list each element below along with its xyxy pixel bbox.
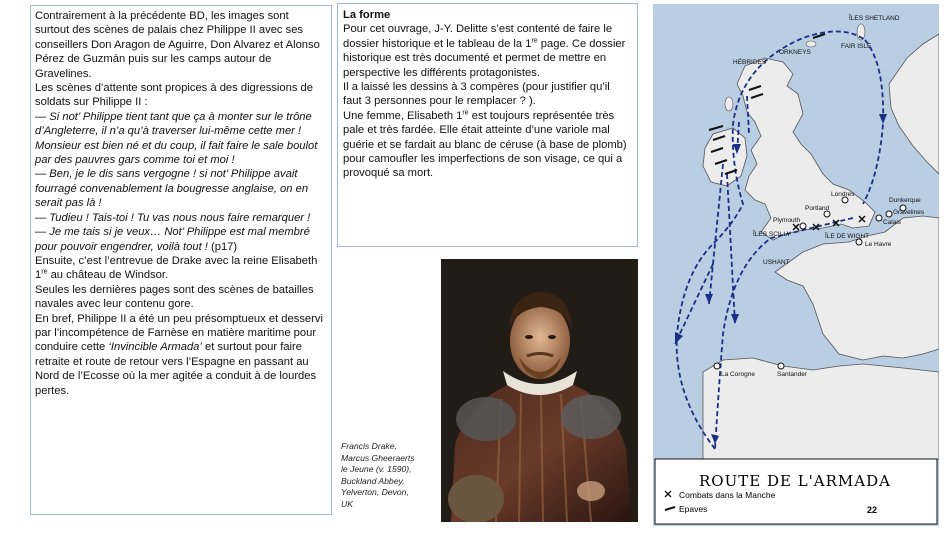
left-paragraph-4: Seules les dernières pages sont des scènes de batailles navales avec leur contenu gore. [35,283,314,311]
label-corogne: La Corogne [721,371,755,378]
mid-paragraph-3-end: est toujours représentée très pale et très fardée. Elle était atteinte d’une variole mal guérie et se fardait au blanc de céruse (à base de plomb) pour camoufler les imperfections de son visage, ce qui a provoqué sa mort. [343,109,627,180]
soldier-quote-3: — Tudieu ! Tais-toi ! Tu vas nous nous faire remarquer ! [35,211,311,224]
caption-line: Buckland Abbey, [341,475,405,486]
left-paragraph-3 [35,254,325,283]
label-santander: Santander [777,371,807,378]
legend-combat-label: Combats dans la Manche [679,490,776,500]
left-paragraph-3-text: Ensuite, c’est l’entrevue de Drake avec la reine Elisabeth 1 [35,254,318,282]
superscript: re [41,268,48,276]
left-paragraph-5-text: En bref, Philippe II a été un peu présomptueux et desservi par l’incompétence de Farnèse en matière maritime pour conduire cette [35,312,323,354]
left-paragraph-1: Contrairement à la précédente BD, les images sont surtout des scènes de palais chez Philippe II avec ses conseillers Don Aragon de Aguirre, Don Alvarez et Alonso Pérez de Guzmán puis sur les camps autour de Gravelines. [35,10,320,80]
page-reference: (p17) [207,240,238,253]
label-le-havre: Le Havre [865,241,892,248]
label-orkneys: ORKNEYS [779,49,811,56]
label-calais: Calais [883,219,902,226]
label-gravelines: Gravelines [893,209,925,216]
caption-line: Yelverton, Devon, [341,487,409,498]
mid-paragraph-1-text: Pour cet ouvrage, J-Y. Delitte s’est contenté de faire le dossier historique et le tableau de la 1 [343,23,613,50]
left-text-box [30,5,332,515]
caption-line: Francis Drake, [341,441,397,451]
superscript: re [462,109,469,117]
armada-name: ‘Invincible Armada’ [108,341,202,354]
left-paragraph-2: Les scènes d’attente sont propices à des digressions de soldats sur Philippe II : [35,82,313,109]
label-dunkerque: Dunkerque [889,197,921,204]
label-fair-isle: FAIR ISLE [841,43,872,50]
mid-paragraph-3-text: Une femme, Elisabeth 1 [343,109,463,122]
label-ushant: USHANT [763,259,790,266]
caption-line: le Jeune (v. 1590), [341,464,412,475]
label-plymouth: Plymouth [773,217,801,224]
section-heading: La forme [343,9,391,21]
map-title: ROUTE DE L'ARMADA [699,472,891,490]
left-paragraph-3-end: au château de Windsor. [47,269,169,282]
left-paragraph-5-end: et surtout pour faire retraite et route de retour vers l’Espagne en passant au Nord de l’Ecosse où la mer agitée a conduit à de lourdes pertes. [35,341,317,397]
soldier-quote-1: — Si not’ Philippe tient tant que ça à monter sur le trône d’Angleterre, il n’a qu’à traverser lui-même cette mer ! Monsieur est bien né et du coup, il fait faire le sale boulot par des pauvres gars comme toi et moi ! [35,110,318,167]
label-wight: ÎLE DE WIGHT [825,233,870,240]
soldier-quote-2: — Ben, je le dis sans vergogne ! si not’ Philippe avait fourragé convenablement la bougresse anglaise, on en serait pas là ! [35,168,309,210]
label-portland: Portland [805,205,830,212]
mid-paragraph-1 [343,22,631,80]
soldier-quote-4: — Je me tais si je veux… Not’ Philippe est mal membré pour pouvoir engendrer, voilà tout ! [35,226,310,253]
armada-route-map [653,4,939,526]
page-number: 22 [867,505,878,515]
label-hebrides: HÉBRIDES [733,59,767,66]
middle-text-box [337,3,638,247]
soldier-quote-4-paragraph [35,225,325,254]
portrait-caption [341,441,437,511]
caption-line: Marcus Gheeraerts [341,452,415,463]
label-londres: Londres [831,191,855,198]
superscript: re [531,37,538,45]
left-paragraph-5 [35,312,325,398]
caption-line: UK [341,498,353,509]
mid-paragraph-1-end: page. Ce dossier historique est très documenté et permet de mettre en perspective les différents protagonistes. [343,37,626,79]
legend-wreck-label: Epaves [679,504,708,514]
label-scilly: ÎLES SCILLY [753,231,791,238]
label-shetland: ÎLES SHETLAND [849,15,900,22]
mid-paragraph-3 [343,109,631,181]
mid-paragraph-2: Il a laissé les dessins à 3 compères (pour justifier qu’il faut 3 personnes pour le remplacer ? ). [343,81,610,108]
drake-portrait [441,259,638,522]
